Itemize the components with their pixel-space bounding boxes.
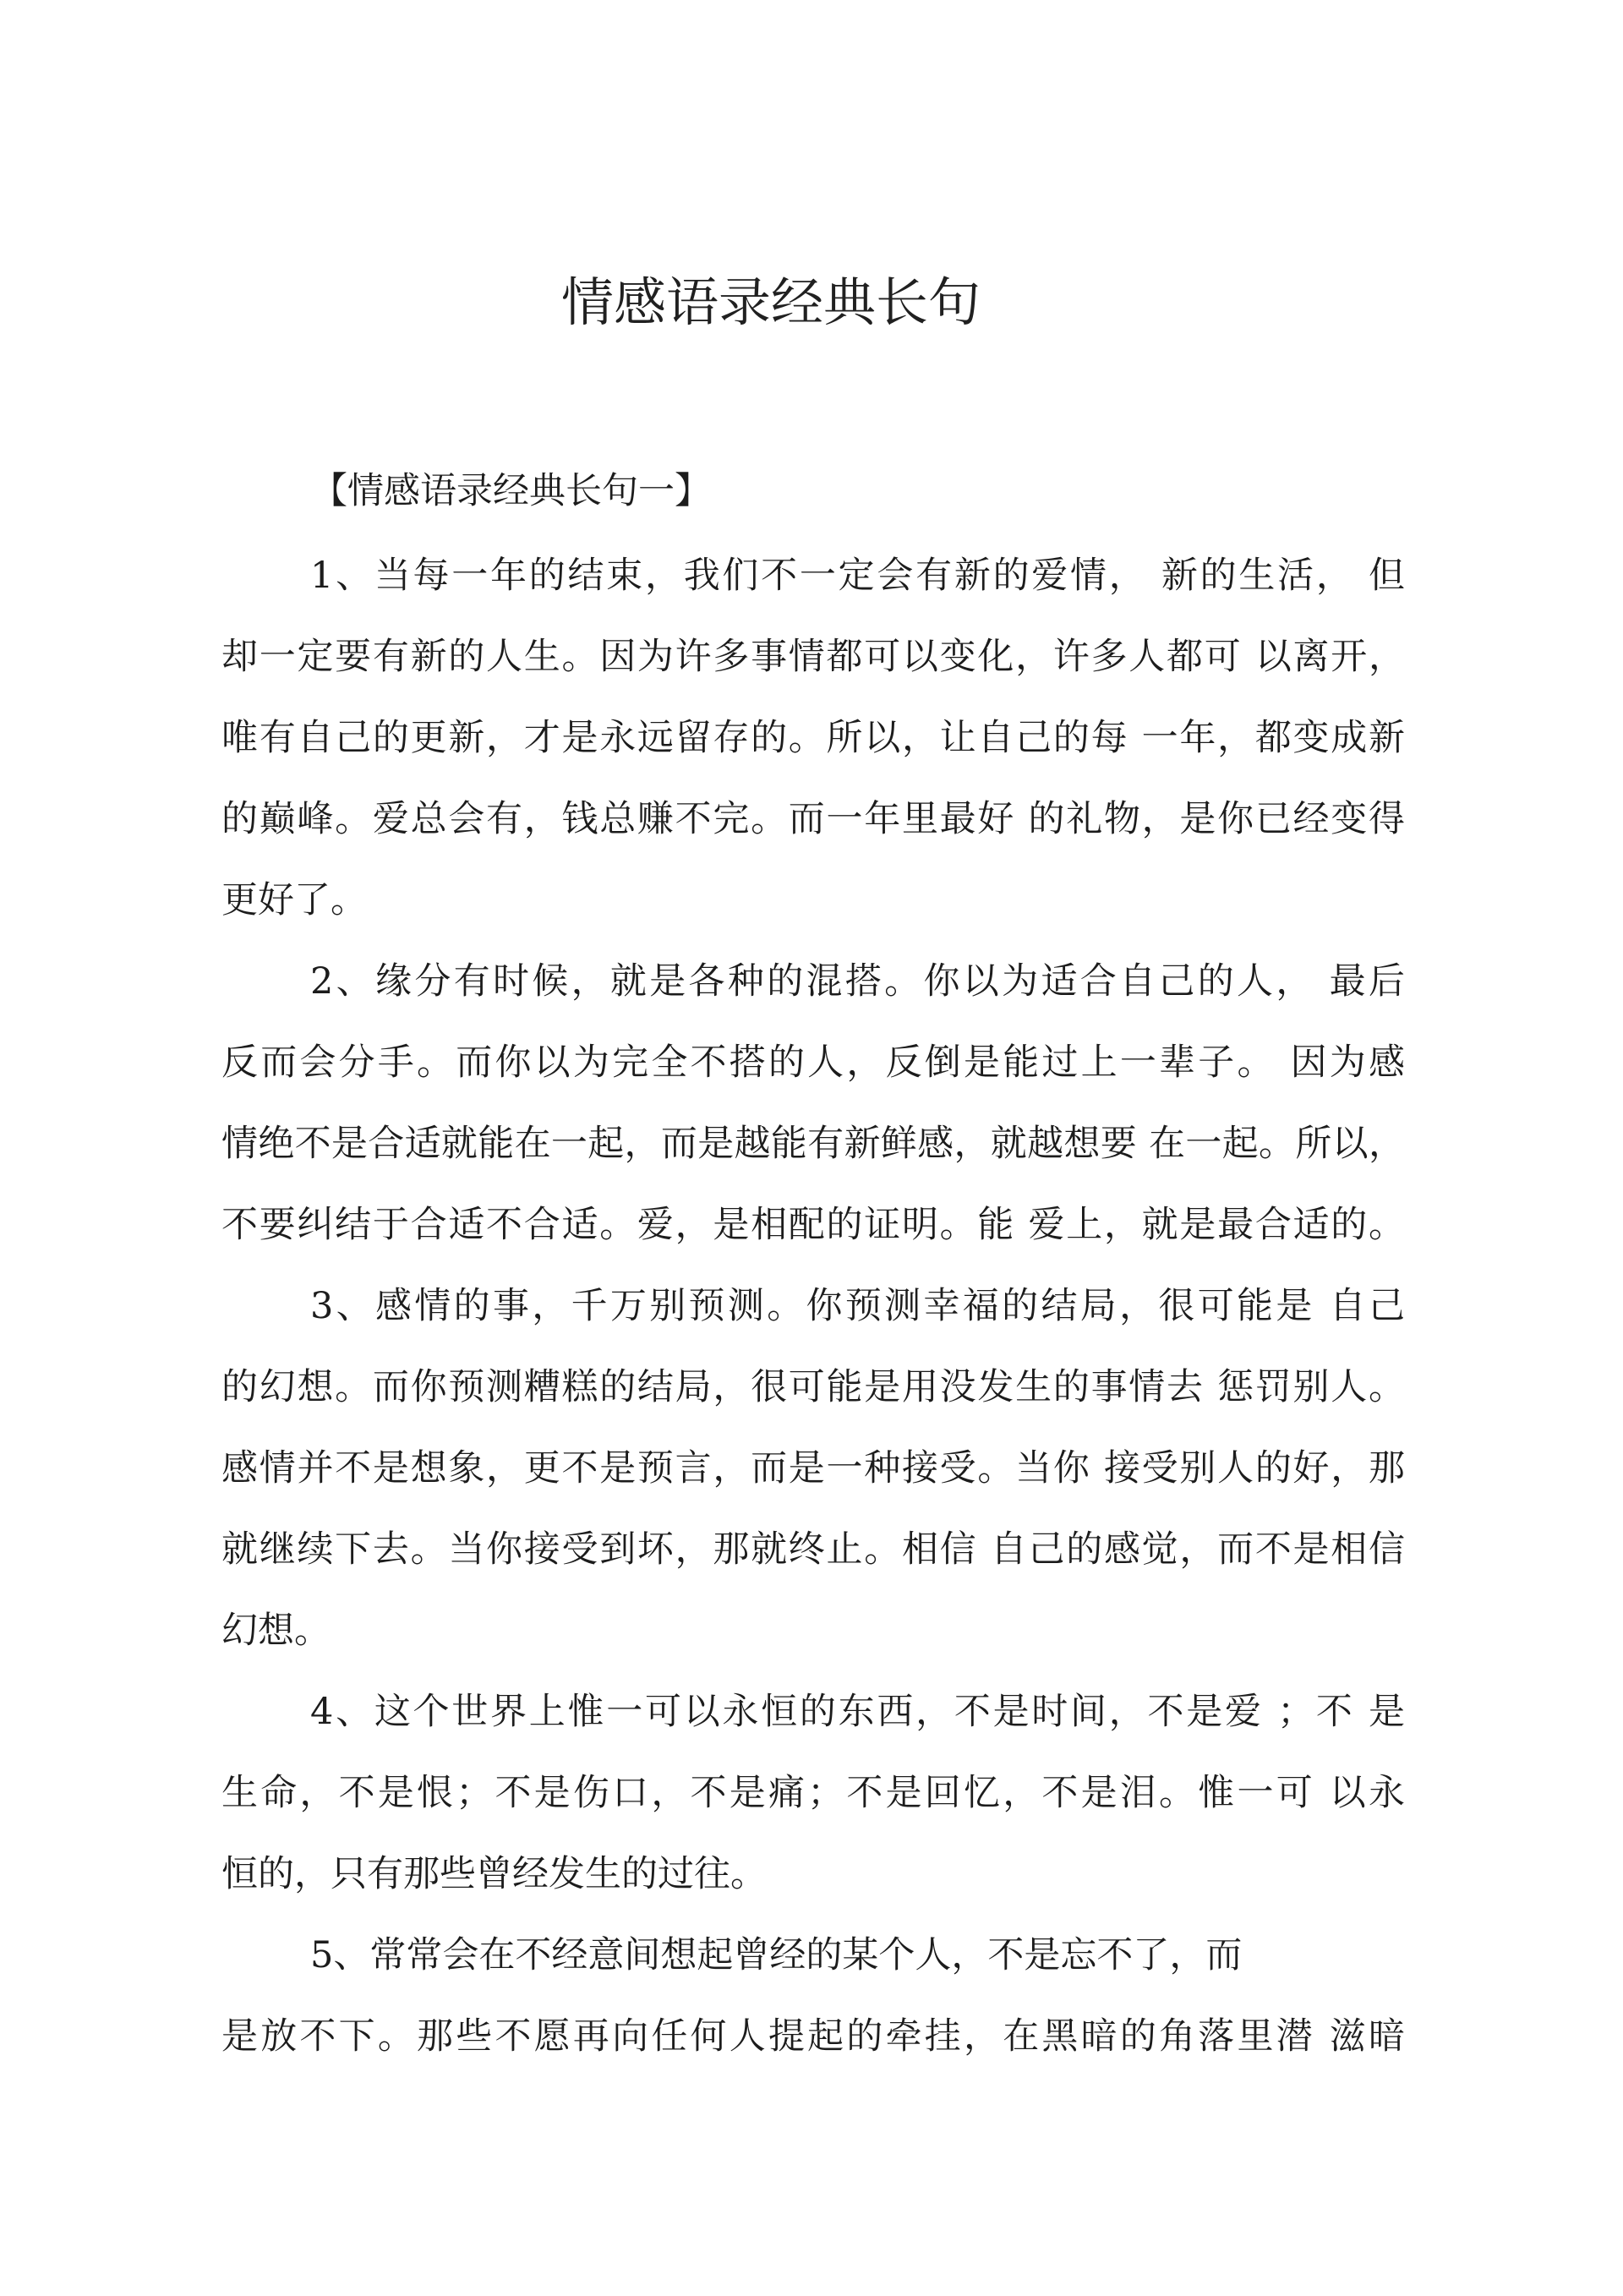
- text-line: 生命，不是恨；不是伤口，不是痛；不是回忆，不是泪。惟一可 以永: [221, 1772, 1405, 1814]
- text-line: 感情并不是想象，更不是预言，而是一种接受。当你 接受别人的好，那: [221, 1447, 1405, 1490]
- text-line: 5、常常会在不经意间想起曾经的某个人，不是忘不了，而: [310, 1934, 1243, 1976]
- text-line: 却一定要有新的人生。因为许多事情都可以变化，许多人都可 以离开，: [221, 636, 1405, 678]
- document-body: [221, 535, 1405, 2077]
- text-line: 的幻想。而你预测糟糕的结局，很可能是用没发生的事情去 惩罚别人。: [221, 1366, 1405, 1408]
- text-line: 1、当每一年的结束，我们不一定会有新的爱情， 新的生活， 但: [310, 555, 1405, 597]
- paragraph-2: [221, 941, 1405, 1266]
- section-heading: 【情感语录经典长句一】: [311, 470, 711, 512]
- paragraph-3: [221, 1266, 1405, 1671]
- text-line: 4、这个世界上惟一可以永恒的东西，不是时间，不是爱 ；不 是: [310, 1691, 1405, 1733]
- text-line: 幻想。: [221, 1610, 331, 1652]
- text-line: 2、缘分有时候，就是各种的混搭。你以为适合自己的人， 最后: [310, 960, 1405, 1003]
- text-line: 反而会分手。而你以为完全不搭的人，反倒是能过上一辈子。 因为感: [221, 1041, 1405, 1084]
- paragraph-4: [221, 1671, 1405, 1915]
- text-line: 不要纠结于合适不合适。爱，是相配的证明。能 爱上，就是最合适的。: [221, 1204, 1405, 1246]
- text-line: 就继续下去。当你接受到坏，那就终止。相信 自己的感觉，而不是相信: [221, 1528, 1405, 1571]
- document-title: 情感语录经典长句: [561, 271, 981, 333]
- paragraph-5: [221, 1915, 1405, 2077]
- text-line: 更好了。: [221, 879, 367, 921]
- text-line: 唯有自己的更新，才是永远留存的。所以，让自己的每 一年，都变成新: [221, 717, 1405, 759]
- paragraph-1: [221, 535, 1405, 941]
- text-line: 恒的，只有那些曾经发生的过往。: [221, 1853, 767, 1895]
- text-line: 3、感情的事，千万别预测。你预测幸福的结局，很可能是 自己: [310, 1285, 1405, 1327]
- text-line: 情绝不是合适就能在一起，而是越能有新鲜感，就越想要 在一起。所以，: [221, 1123, 1405, 1165]
- text-line: 是放不下。那些不愿再向任何人提起的牵挂，在黑暗的角落里潜 滋暗: [221, 2015, 1405, 2058]
- text-line: 的巅峰。爱总会有，钱总赚不完。而一年里最好 的礼物，是你已经变得: [221, 798, 1405, 840]
